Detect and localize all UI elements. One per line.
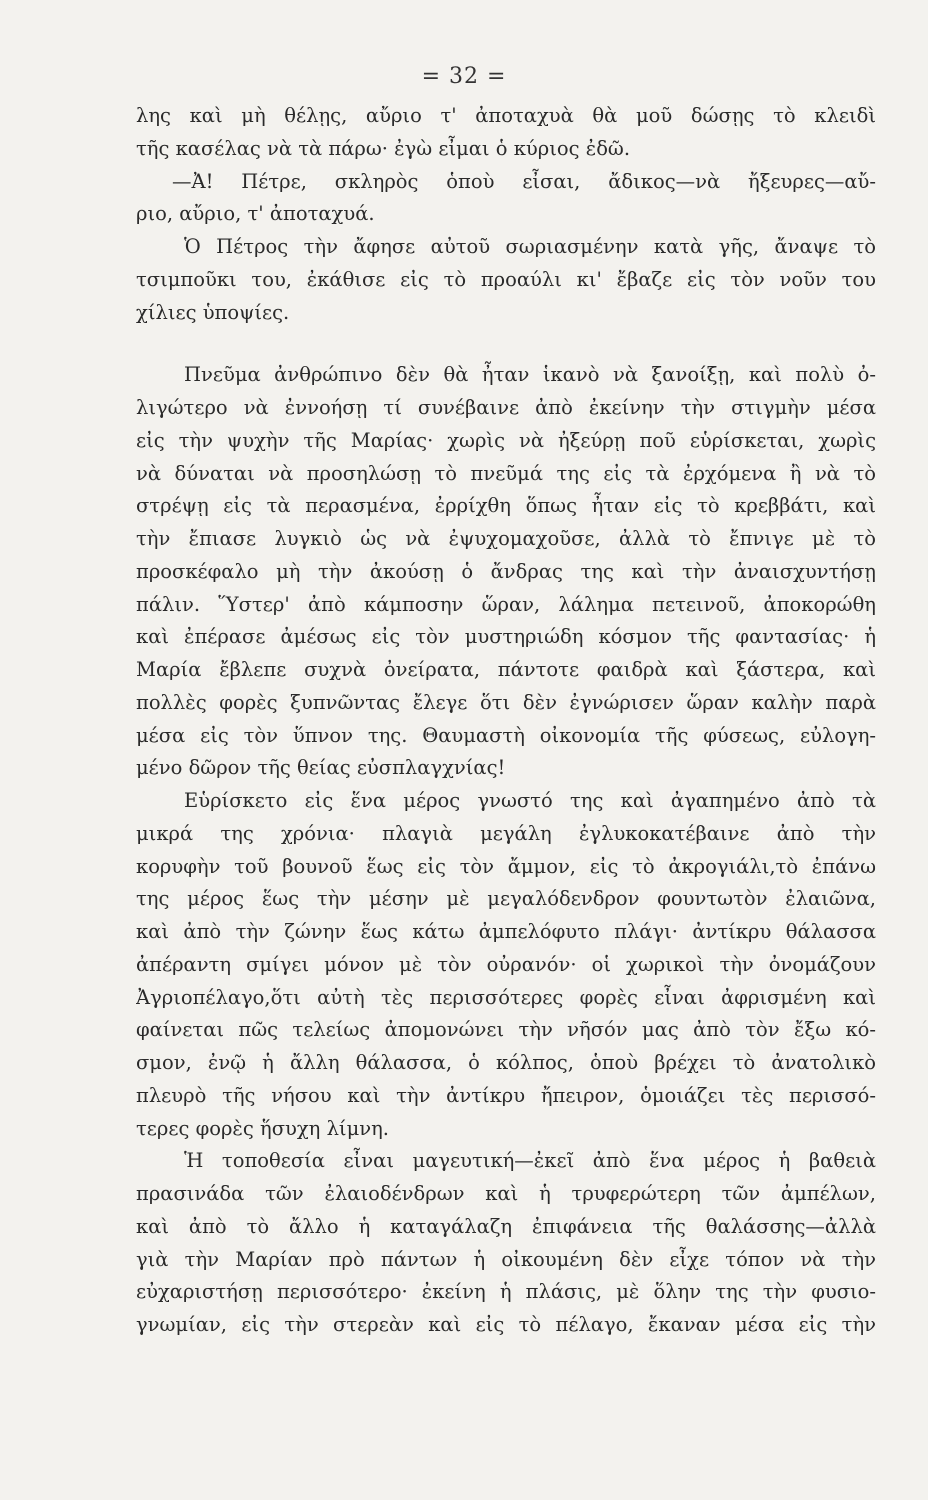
text-line: καὶ ἐπέρασε ἀμέσως εἰς τὸν μυστηριώδη κόσμον τῆς φαντασίας· ἡ <box>136 625 876 649</box>
paragraph <box>136 100 876 166</box>
text-line: γιὰ τὴν Μαρίαν πρὸ πάντων ἡ οἰκουμένη δὲν εἶχε τόπον νὰ τὴν <box>136 1247 876 1271</box>
text-line: χίλιες ὑποψίες. <box>136 300 290 324</box>
text-line: πρασινάδα τῶν ἐλαιοδένδρων καὶ ἡ τρυφερώτερη τῶν ἀμπέλων, <box>136 1182 876 1205</box>
text-line: καὶ ἀπὸ τὸ ἄλλο ἡ καταγάλαζη ἐπιφάνεια τῆς θαλάσσης—ἀλλὰ <box>136 1214 876 1238</box>
text-line: της μέρος ἕως τὴν μέσην μὲ μεγαλόδενδρον φουντωτὸν ἐλαιῶνα, <box>136 887 876 911</box>
text-line: γνωμίαν, εἰς τὴν στερεὰν καὶ εἰς τὸ πέλαγο, ἔκαναν μέσα εἰς τὴν <box>136 1313 876 1336</box>
text-line: ἀπέραντη σμίγει μόνον μὲ τὸν οὐρανόν· οἱ χωρικοὶ τὴν ὀνομάζουν <box>136 952 876 976</box>
text-line: ριο, αὔριο, τ' ἀποταχυά. <box>136 202 375 226</box>
text-line: Πνεῦμα ἀνθρώπινο δὲν θὰ ἦταν ἱκανὸ νὰ ξανοίξῃ, καὶ πολὺ ὀ- <box>184 363 876 387</box>
body-text <box>136 100 876 1342</box>
text-line: τσιμποῦκι του, ἐκάθισε εἰς τὸ προαύλι κι' ἔβαζε εἰς τὸν νοῦν του <box>136 267 876 291</box>
text-line: Ὁ Πέτρος τὴν ἄφησε αὐτοῦ σωριασμένην κατὰ γῆς, ἄναψε τὸ <box>184 235 876 258</box>
text-line: τὴν ἔπιασε λυγκιὸ ὡς νὰ ἐψυχομαχοῦσε, ἀλλὰ τὸ ἔπνιγε μὲ τὸ <box>136 527 876 550</box>
text-line: προσκέφαλο μὴ τὴν ἀκούσῃ ὁ ἄνδρας της καὶ τὴν ἀναισχυντήσῃ <box>136 559 876 583</box>
text-line: φαίνεται πῶς τελείως ἀπομονώνει τὴν νῆσόν μας ἀπὸ τὸν ἔξω κό- <box>136 1018 876 1042</box>
page-number: = 32 = <box>421 64 507 89</box>
text-line: μέσα εἰς τὸν ὕπνον της. Θαυμαστὴ οἰκονομία τῆς φύσεως, εὐλογη- <box>136 723 876 747</box>
text-line: εἰς τὴν ψυχὴν τῆς Μαρίας· χωρὶς νὰ ἠξεύρῃ ποῦ εὑρίσκεται, χωρὶς <box>136 428 876 452</box>
text-line: σμον, ἐνῷ ἡ ἄλλη θάλασσα, ὁ κόλπος, ὁποὺ βρέχει τὸ ἀνατολικὸ <box>136 1051 876 1074</box>
text-line: λης καὶ μὴ θέλῃς, αὔριο τ' ἀποταχυὰ θὰ μοῦ δώσῃς τὸ κλειδὶ <box>136 104 876 127</box>
text-line: κορυφὴν τοῦ βουνοῦ ἕως εἰς τὸν ἄμμον, εἰς τὸ ἀκρογιάλι,τὸ ἐπάνω <box>136 854 876 878</box>
text-line: —Ἀ! Πέτρε, σκληρὸς ὁποὺ εἶσαι, ἄδικος—νὰ ἤξευρες—αὔ- <box>172 169 876 193</box>
text-line: νὰ δύναται νὰ προσηλώσῃ τὸ πνεῦμά της εἰς τὰ ἐρχόμενα ἢ νὰ τὸ <box>136 461 876 485</box>
text-line: Εὑρίσκετο εἰς ἕνα μέρος γνωστό της καὶ ἀγαπημένο ἀπὸ τὰ <box>184 789 876 812</box>
text-line: μένο δῶρον τῆς θείας εὐσπλαγχνίας! <box>136 756 506 780</box>
paragraph-spacer <box>136 329 876 359</box>
text-line: πολλὲς φορὲς ξυπνῶντας ἔλεγε ὅτι δὲν ἐγνώρισεν ὥραν καλὴν παρὰ <box>136 690 876 714</box>
paragraph <box>136 359 876 785</box>
text-line: Μαρία ἔβλεπε συχνὰ ὀνείρατα, πάντοτε φαιδρὰ καὶ ξάστερα, καὶ <box>136 658 876 681</box>
text-line: εὐχαριστήσῃ περισσότερο· ἐκείνη ἡ πλάσις, μὲ ὅλην της τὴν φυσιο- <box>136 1280 876 1304</box>
paragraph <box>136 166 876 232</box>
text-line: μικρά της χρόνια· πλαγιὰ μεγάλη ἐγλυκοκατέβαινε ἀπὸ τὴν <box>136 821 876 845</box>
paragraph <box>136 231 876 329</box>
paragraph <box>136 785 876 1145</box>
text-line: στρέψῃ εἰς τὰ περασμένα, ἐρρίχθη ὅπως ἦταν εἰς τὸ κρεββάτι, καὶ <box>136 494 876 518</box>
text-line: πλευρὸ τῆς νήσου καὶ τὴν ἀντίκρυ ἤπειρον, ὁμοιάζει τὲς περισσό- <box>136 1083 876 1107</box>
text-line: λιγώτερο νὰ ἐννοήσῃ τί συνέβαινε ἀπὸ ἐκείνην τὴν στιγμὴν μέσα <box>136 396 876 419</box>
text-line: καὶ ἀπὸ τὴν ζώνην ἕως κάτω ἀμπελόφυτο πλάγι· ἀντίκρυ θάλασσα <box>136 920 876 943</box>
text-line: τερες φορὲς ἥσυχη λίμνη. <box>136 1116 389 1140</box>
text-line: Ἀγριοπέλαγο,ὅτι αὐτὴ τὲς περισσότερες φορὲς εἶναι ἀφρισμένη καὶ <box>136 985 876 1009</box>
text-line: τῆς κασέλας νὰ τὰ πάρω· ἐγὼ εἶμαι ὁ κύριος ἐδῶ. <box>136 136 631 160</box>
paragraph <box>136 1145 876 1342</box>
text-line: πάλιν. Ὕστερ' ἀπὸ κάμποσην ὥραν, λάλημα πετεινοῦ, ἀποκορώθη <box>136 592 876 616</box>
text-line: Ἡ τοποθεσία εἶναι μαγευτική—ἐκεῖ ἀπὸ ἕνα μέρος ἡ βαθειὰ <box>184 1149 876 1173</box>
